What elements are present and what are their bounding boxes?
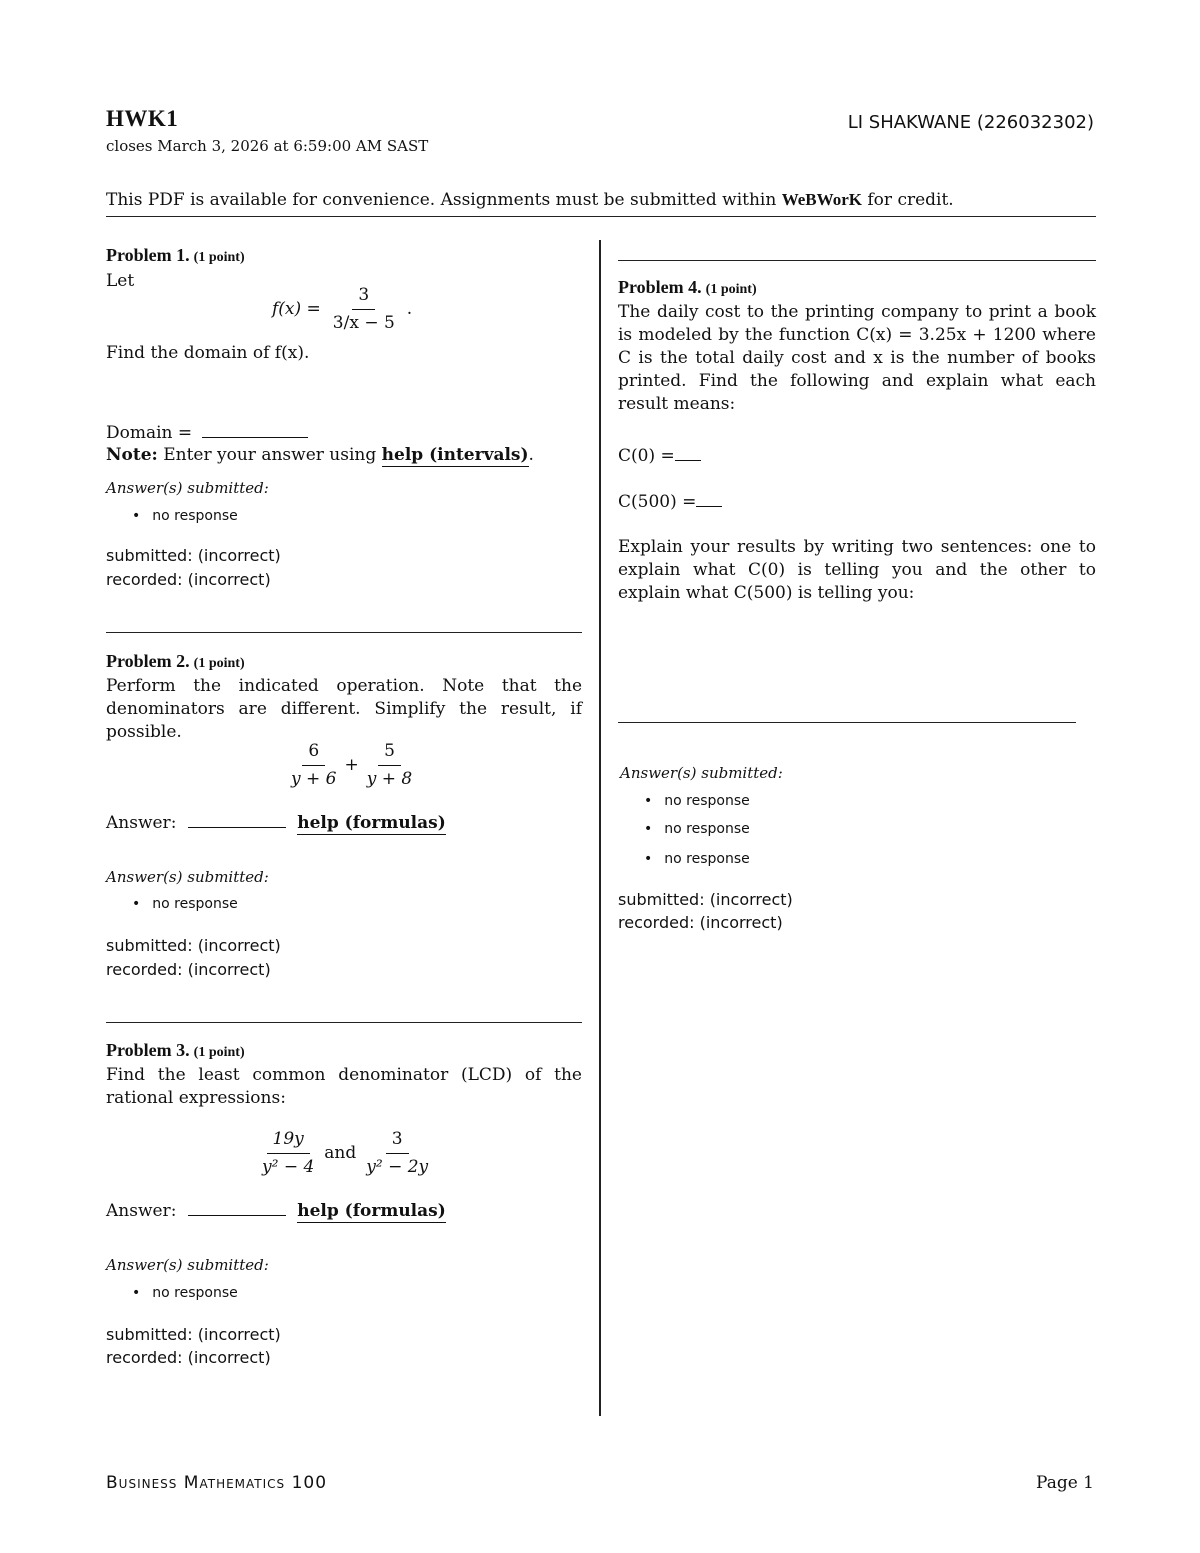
problem-3-title <box>106 1040 245 1061</box>
answer-label: Answer: <box>106 1201 177 1221</box>
recorded-status: recorded: (incorrect) <box>106 1348 271 1367</box>
help-intervals-link[interactable]: help (intervals) <box>381 445 529 465</box>
column-divider <box>599 240 601 1416</box>
c0-row <box>618 444 701 468</box>
c0-label: C(0) = <box>618 446 675 466</box>
fraction-2-numerator: 3 <box>386 1128 409 1154</box>
fraction-numerator: 3 <box>352 284 375 310</box>
answer-no-response: • no response <box>130 896 238 912</box>
fraction-2-denominator: y + 8 <box>366 769 413 789</box>
notice-end: for credit. <box>861 190 954 210</box>
function-period: . <box>406 299 413 319</box>
problem-3-answer-input[interactable] <box>188 1199 286 1216</box>
problem-divider <box>106 632 582 633</box>
problem-3-points: (1 point) <box>193 1045 245 1060</box>
problem-3-text: Find the least common denominator (LCD) of the rational expressions: <box>106 1065 582 1108</box>
webwork-name: WeBWorK <box>781 190 862 209</box>
problem-1-title <box>106 245 245 266</box>
problem-3-expression <box>256 1128 434 1179</box>
c500-row <box>618 490 722 514</box>
answers-submitted-label: Answer(s) submitted: <box>106 868 269 886</box>
fraction-denominator: 3/x − 5 <box>332 313 395 333</box>
problem-divider <box>106 1022 582 1023</box>
problem-2-expression <box>285 740 418 791</box>
submitted-status: submitted: (incorrect) <box>106 546 281 565</box>
pdf-notice <box>106 190 954 210</box>
problem-1-let: Let <box>106 271 135 291</box>
fraction-1-denominator: y + 6 <box>291 769 337 789</box>
help-formulas-link[interactable]: help (formulas) <box>297 1201 446 1221</box>
note-end: . <box>528 445 534 465</box>
submitted-status: submitted: (incorrect) <box>106 1325 281 1344</box>
header-divider <box>106 216 1096 217</box>
page-number: Page 1 <box>1036 1473 1094 1493</box>
problem-1-function <box>272 284 412 335</box>
recorded-status: recorded: (incorrect) <box>618 913 783 932</box>
fraction-2-denominator: y² − 2y <box>366 1157 429 1177</box>
domain-label: Domain = <box>106 423 193 443</box>
notice-text: This PDF is available for convenience. Assignments must be submitted within <box>106 190 782 210</box>
c0-input[interactable] <box>675 444 701 461</box>
fraction-1 <box>256 1128 320 1179</box>
problem-4-title <box>618 277 757 298</box>
fraction-2 <box>360 1128 434 1179</box>
answer-no-response: • no response <box>130 1285 238 1301</box>
answer-no-response: • no response <box>130 508 238 524</box>
problem-2-answer-input[interactable] <box>188 811 286 828</box>
function-lhs: f(x) = <box>272 299 321 319</box>
recorded-status: recorded: (incorrect) <box>106 960 271 979</box>
course-name: Business Mathematics 100 <box>106 1473 328 1493</box>
fraction-1-numerator: 6 <box>302 740 325 766</box>
fraction-2 <box>361 740 418 791</box>
student-name: LI SHAKWANE (226032302) <box>847 112 1094 133</box>
answers-submitted-label: Answer(s) submitted: <box>106 479 269 497</box>
help-formulas-link[interactable]: help (formulas) <box>297 813 446 833</box>
answer-label: Answer: <box>106 813 177 833</box>
domain-row <box>106 421 308 445</box>
plus-operator: + <box>344 755 359 775</box>
problem-2-answer-row <box>106 811 446 835</box>
fraction-1-numerator: 19y <box>267 1128 310 1154</box>
submitted-status: submitted: (incorrect) <box>618 890 793 909</box>
problem-divider <box>618 260 1096 261</box>
answers-submitted-label: Answer(s) submitted: <box>620 764 783 782</box>
note-text: Enter your answer using <box>157 445 382 465</box>
domain-input[interactable] <box>202 421 308 438</box>
problem-1-note <box>106 444 534 467</box>
fraction-1-denominator: y² − 4 <box>262 1157 315 1177</box>
assignment-title: HWK1 <box>106 106 179 131</box>
problem-4-number: Problem 4. <box>618 277 702 297</box>
problem-2-number: Problem 2. <box>106 651 190 671</box>
submitted-status: submitted: (incorrect) <box>106 936 281 955</box>
and-word: and <box>324 1143 357 1163</box>
answer-no-response: • no response <box>642 821 750 837</box>
c500-input[interactable] <box>696 490 722 507</box>
answer-no-response: • no response <box>642 793 750 809</box>
problem-4-explain: Explain your results by writing two sentences: one to explain what C(0) is telling you and the other to explain what C(500) is telling you: <box>618 537 1096 603</box>
problem-4-points: (1 point) <box>705 282 757 297</box>
problem-1-find: Find the domain of f(x). <box>106 343 310 363</box>
answer-no-response: • no response <box>642 851 750 867</box>
fraction-2-numerator: 5 <box>378 740 401 766</box>
recorded-status: recorded: (incorrect) <box>106 570 271 589</box>
problem-3-number: Problem 3. <box>106 1040 190 1060</box>
problem-3-answer-row <box>106 1199 446 1223</box>
note-label: Note: <box>106 445 158 465</box>
problem-2-title <box>106 651 245 672</box>
problem-2-text: Perform the indicated operation. Note that the denominators are different. Simplify the result, if possible. <box>106 676 582 742</box>
problem-2-points: (1 point) <box>193 656 245 671</box>
c500-label: C(500) = <box>618 492 697 512</box>
problem-4-text: The daily cost to the printing company to print a book is modeled by the function C(x) = 3.25x + 1200 where C is the total daily cost and x is the number of books printed. Find the following and explain what each result means: <box>618 302 1096 414</box>
problem-1-number: Problem 1. <box>106 245 190 265</box>
due-date: closes March 3, 2026 at 6:59:00 AM SAST <box>106 137 429 155</box>
fraction-1 <box>285 740 342 791</box>
problem-1-points: (1 point) <box>193 250 245 265</box>
explanation-input[interactable] <box>618 722 1076 723</box>
function-fraction <box>327 284 401 335</box>
answers-submitted-label: Answer(s) submitted: <box>106 1256 269 1274</box>
